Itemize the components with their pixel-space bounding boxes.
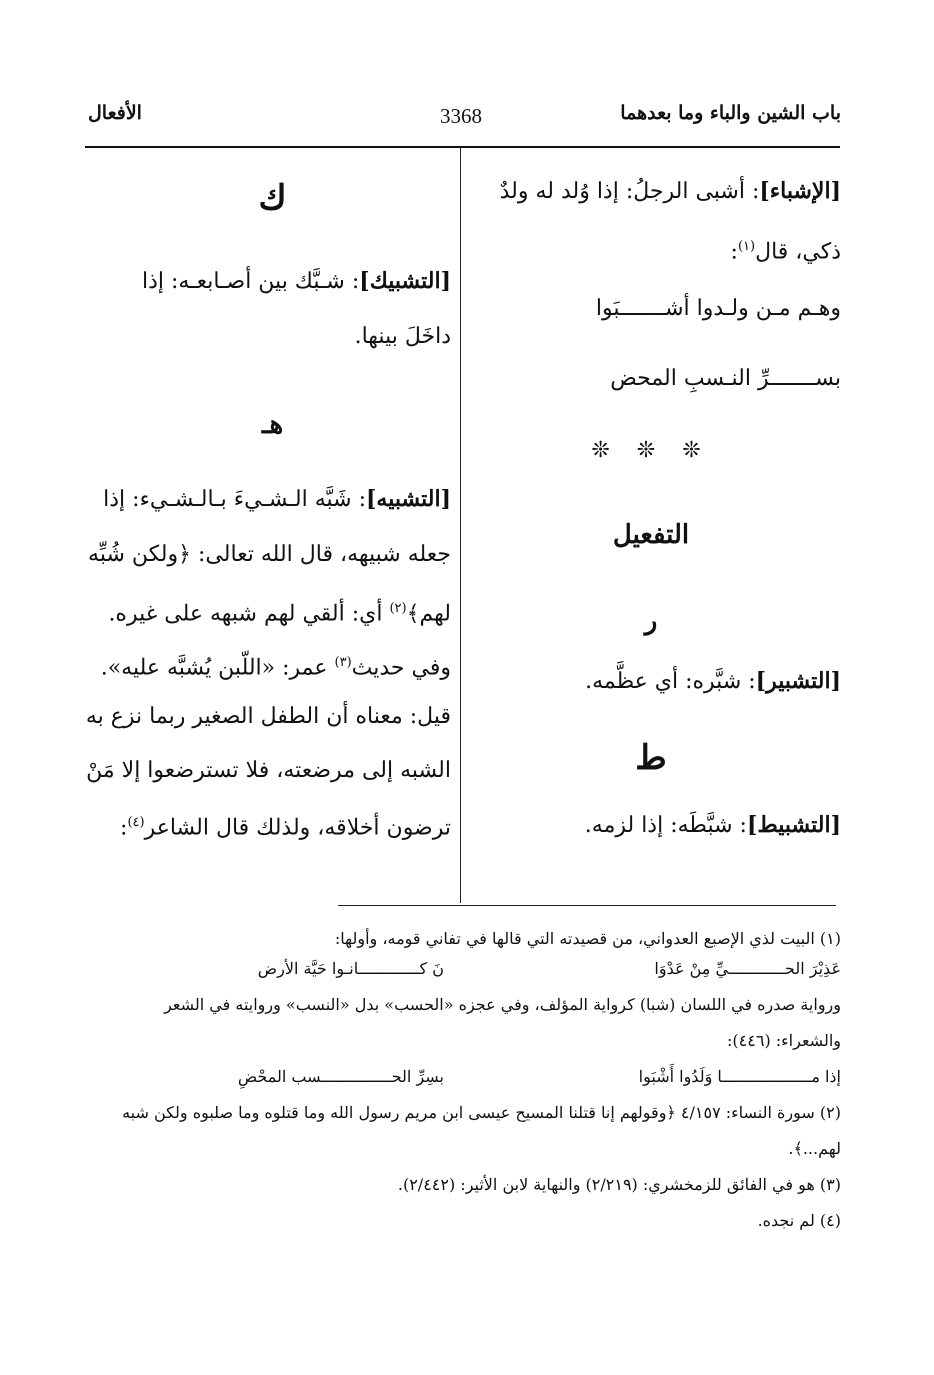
- entry-tashbik-line2: داخَلَ بينها.: [354, 324, 451, 349]
- entry-text: : شبَّطَه: إذا لزمه.: [584, 813, 747, 838]
- entry-tashbih-line1: [103, 484, 451, 515]
- footnote-1-verse-a-second: نَ كـــــــــــــانـوا حَيَّة الأرض: [257, 959, 444, 978]
- footnote-ref-4: (٤): [127, 815, 145, 830]
- header-rule: [85, 146, 840, 148]
- section-separator-stars: ❊ ❊ ❊: [591, 438, 711, 463]
- letter-heading-kaf: ك: [258, 178, 287, 218]
- entry-tashbit: [585, 810, 841, 841]
- entry-text: : شَبَّه الـشـيءَ بـالـشـيء: إذا: [103, 487, 367, 512]
- verse-hemistich-2: بســـــــرِّ النـسبِ المحض: [610, 366, 841, 391]
- footnote-1-verse-b-first: إذا مـــــــــــــــــــا وَلَدُوا أَشْبَوا: [638, 1067, 841, 1086]
- verse-hemistich-1: وهـم مـن ولـدوا أشـــــــبَوا: [595, 296, 841, 321]
- entry-tashbih-line5: قيل: معناه أن الطفل الصغير ربما نزع به: [85, 704, 451, 729]
- entry-head-ishba: [الإشباء]: [759, 178, 841, 204]
- entry-head-tashbit: [التشبيط]: [746, 812, 841, 838]
- footnote-1-verse-b-second: بسِرِّ الحـــــــــــــــسب المحْضِ: [237, 1067, 444, 1086]
- letter-heading-ha: هـ: [261, 410, 284, 440]
- footnote-2-line2: لهم...﴾.: [788, 1139, 841, 1158]
- entry-text: ترضون أخلاقه، ولذلك قال الشاعر: [144, 815, 451, 841]
- column-divider: [460, 148, 461, 903]
- entry-head-tashbir: [التشبير]: [755, 668, 841, 694]
- entry-head-tashbik: [التشبيك]: [359, 268, 451, 294]
- entry-tashbih-line6: الشبه إلى مرضعته، فلا تسترضعوا إلا مَنْ: [86, 758, 451, 783]
- entry-text: : شـبَّك بين أصـابعـه: إذا: [141, 269, 360, 294]
- entry-text: وفي حديث: [351, 655, 451, 681]
- entry-text: أي: ألقي لهم شبهه على غيره.: [108, 601, 390, 627]
- letter-heading-ta: ط: [635, 738, 667, 778]
- footnote-4: (٤) لم نجده.: [757, 1211, 841, 1230]
- page-number: 3368: [440, 104, 482, 128]
- entry-text: : شبَّره: أي عظَّمه.: [585, 669, 756, 694]
- entry-ishba-line2: [731, 232, 841, 267]
- entry-ishba-line1: [500, 176, 841, 207]
- footnote-1-line3: والشعراء: (٤٤٦):: [727, 1031, 841, 1050]
- entry-text: عمر: «اللّبن يُشبَّه عليه».: [100, 655, 335, 681]
- entry-text: ذكي، قال: [755, 239, 841, 265]
- footnote-3: (٣) هو في الفائق للزمخشري: (٢/٢١٩) والنهاية لابن الأثير: (٢/٤٤٢).: [397, 1175, 841, 1194]
- entry-text: لهم﴾: [406, 601, 451, 627]
- footnote-1-verse-a-first: عَذِيْرَ الحــــــــــــيِّ مِنْ عَدْوَا: [654, 959, 841, 978]
- entry-tashbir: [585, 666, 841, 697]
- entry-tashbih-line2: جعله شبيهه، قال الله تعالى: ﴿ولكن شُبِّه: [88, 542, 451, 567]
- footnote-1-line2: ورواية صدره في اللسان (شبا) كرواية المؤلف، وفي عجزه «الحسب» بدل «النسب» وروايته في الشعر: [164, 995, 841, 1014]
- footnote-ref-2: (٢): [389, 601, 407, 616]
- letter-heading-ra: ر: [644, 606, 658, 636]
- entry-tashbih-line7: [120, 808, 451, 843]
- footnote-ref-3: (٣): [334, 655, 352, 670]
- section-title: التفعيل: [612, 520, 690, 550]
- footnote-2-line1: (٢) سورة النساء: ٤/١٥٧ ﴿وقولهم إنا قتلنا المسيح عيسى ابن مريم رسول الله وما قتلوه وما صلبوه ولكن شبه: [122, 1103, 841, 1122]
- entry-tashbik-line1: [142, 266, 451, 297]
- running-header-chapter: باب الشين والباء وما بعدهما: [620, 102, 841, 124]
- footnote-ref-1: (١): [737, 239, 756, 254]
- entry-tashbih-line3: [108, 594, 451, 629]
- entry-text: :: [730, 239, 738, 265]
- entry-text: :: [120, 815, 128, 841]
- footnote-rule: [338, 905, 836, 906]
- entry-head-tashbih: [التشبيه]: [366, 486, 451, 512]
- entry-text: : أشبى الرجلُ: إذا وُلد له ولدٌ: [499, 179, 760, 204]
- footnote-1-line1: (١) البيت لذي الإصبع العدواني، من قصيدته التي قالها في تفاني قومه، وأولها:: [334, 929, 841, 948]
- entry-tashbih-line4: [101, 648, 451, 683]
- running-header-section: الأفعال: [88, 102, 142, 124]
